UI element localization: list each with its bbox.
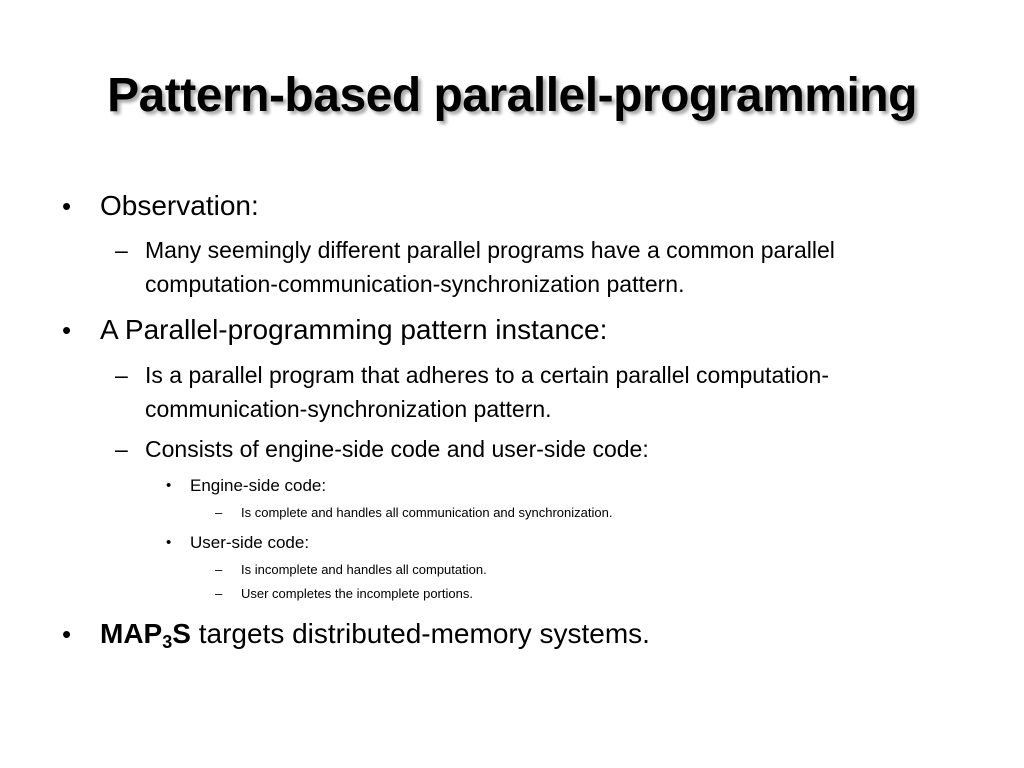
map3s-name-end: S bbox=[172, 618, 191, 649]
sub-bullet-engine-user-code bbox=[115, 432, 649, 466]
dash-marker: – bbox=[215, 505, 223, 520]
user-detail-item bbox=[215, 585, 473, 603]
sub-bullet-text: Many seemingly different parallel programs have a common parallel bbox=[145, 237, 835, 263]
dash-marker: – bbox=[115, 362, 128, 388]
item-text: Is complete and handles all communication and synchronization. bbox=[241, 505, 613, 520]
user-detail-item bbox=[215, 561, 487, 579]
bullet-text: Observation: bbox=[100, 190, 259, 221]
item-text: User completes the incomplete portions. bbox=[241, 586, 473, 601]
bullet-marker: • bbox=[62, 191, 72, 221]
sub-bullet-continuation bbox=[145, 392, 552, 426]
item-text: Is incomplete and handles all computation. bbox=[241, 562, 487, 577]
sub-bullet-continuation bbox=[145, 267, 685, 301]
bullet-marker: • bbox=[166, 534, 172, 551]
bullet-pattern-instance bbox=[62, 313, 608, 347]
sub-bullet-parallel-program bbox=[115, 358, 829, 392]
bullet-observation bbox=[62, 189, 259, 223]
bullet-text: targets distributed-memory systems. bbox=[190, 618, 650, 649]
bullet-marker: • bbox=[166, 477, 172, 494]
item-text: Engine-side code: bbox=[190, 476, 327, 495]
slide-title: Pattern-based parallel-programming bbox=[107, 69, 917, 122]
map3s-name-main: MAP bbox=[100, 618, 163, 649]
sub-bullet-text: computation-communication-synchronization pattern. bbox=[145, 271, 685, 297]
dash-marker: – bbox=[215, 586, 223, 601]
map3s-name bbox=[100, 618, 191, 652]
user-side-code-item bbox=[166, 532, 310, 554]
engine-detail-item bbox=[215, 504, 613, 522]
dash-marker: – bbox=[115, 237, 128, 263]
item-text: User-side code: bbox=[190, 533, 310, 552]
sub-bullet-text: Is a parallel program that adheres to a certain parallel computation- bbox=[145, 362, 829, 388]
bullet-marker: • bbox=[62, 619, 72, 649]
sub-bullet-many-programs bbox=[115, 233, 835, 267]
dash-marker: – bbox=[115, 436, 128, 462]
engine-side-code-item bbox=[166, 475, 327, 497]
bullet-map3s bbox=[62, 617, 650, 652]
sub-bullet-text: Consists of engine-side code and user-side code: bbox=[145, 436, 649, 462]
dash-marker: – bbox=[215, 562, 223, 577]
sub-bullet-text: communication-synchronization pattern. bbox=[145, 396, 552, 422]
bullet-text: A Parallel-programming pattern instance: bbox=[100, 314, 608, 345]
bullet-marker: • bbox=[62, 315, 72, 345]
map3s-subscript: 3 bbox=[162, 632, 173, 652]
